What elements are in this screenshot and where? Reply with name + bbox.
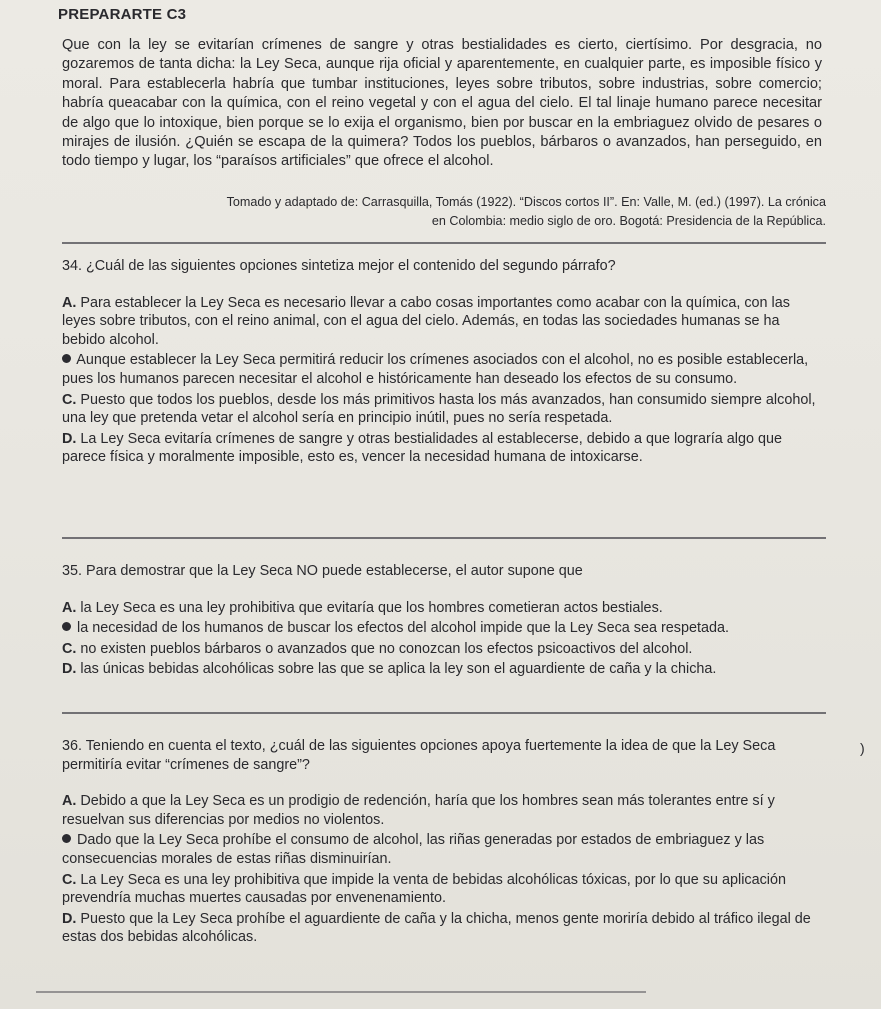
option-a: [62, 294, 826, 350]
question-36: [62, 737, 832, 949]
divider-3: [62, 712, 826, 714]
option-text: Puesto que todos los pueblos, desde los más primitivos hasta los más avanzados, han consumido siempre alcohol, una ley que pretenda vetar el alcohol sería en principio inútil, pues no sería respetada.: [62, 391, 816, 427]
option-d: [62, 430, 826, 467]
option-text: Puesto que la Ley Seca prohíbe el aguardiente de caña y la chicha, menos gente moriría debido al tráfico ilegal de estas dos bebidas alcohólicas.: [62, 910, 811, 946]
option-letter: A.: [62, 793, 77, 810]
option-letter: A.: [62, 294, 77, 311]
question-35: [62, 562, 826, 681]
option-letter: C.: [62, 391, 77, 408]
option-text: Dado que la Ley Seca prohíbe el consumo de alcohol, las riñas generadas por estados de embriaguez y las consecuencias morales de estas riñas disminuirían.: [62, 832, 765, 867]
option-letter: C.: [62, 640, 77, 657]
option-a: [62, 792, 832, 829]
option-c: [62, 871, 832, 908]
option-text: Aunque establecer la Ley Seca permitirá reducir los crímenes asociados con el alcohol, no es posible establecerla, pues los humanos parecen necesitar el alcohol e históricamente han deseado los efectos de su consumo.: [62, 352, 809, 387]
page-header: PREPARARTE C3: [58, 6, 187, 23]
answer-mark-icon: [62, 354, 71, 363]
question-34: [62, 257, 826, 469]
question-stem: 36. Teniendo en cuenta el texto, ¿cuál de las siguientes opciones apoya fuertemente la idea de que la Ley Seca permitiría evitar “crímenes de sangre”?: [62, 738, 776, 773]
edge-mark: ): [860, 740, 865, 756]
option-d: [62, 660, 826, 679]
option-b-marked: [62, 831, 832, 868]
option-letter: D.: [62, 430, 77, 447]
source-citation: [170, 193, 826, 231]
divider-2: [62, 537, 826, 539]
option-d: [62, 910, 832, 947]
option-a: [62, 599, 826, 618]
option-letter: D.: [62, 910, 77, 927]
answer-mark-icon: [62, 834, 71, 843]
option-text: las únicas bebidas alcohólicas sobre las que se aplica la ley son el aguardiente de caña y la chicha.: [80, 661, 717, 678]
option-text: La Ley Seca es una ley prohibitiva que impide la venta de bebidas alcohólicas tóxicas, por lo que su aplicación prevendría muchas muertes causadas por envenenamiento.: [62, 871, 786, 907]
option-letter: C.: [62, 871, 77, 888]
option-letter: D.: [62, 661, 77, 678]
divider-1: [62, 242, 826, 244]
option-text: Debido a que la Ley Seca es un prodigio de redención, haría que los hombres sean más tolerantes entre sí y resuelvan sus diferencias por medios no violentos.: [62, 793, 775, 828]
option-b-marked: [62, 351, 826, 388]
option-b-marked: [62, 619, 826, 638]
option-text: la Ley Seca es una ley prohibitiva que evitaría que los hombres cometieran actos bestiales.: [80, 599, 663, 616]
divider-4: [36, 991, 646, 993]
question-stem: 34. ¿Cuál de las siguientes opciones sintetiza mejor el contenido del segundo párrafo?: [62, 258, 616, 274]
option-letter: A.: [62, 599, 77, 616]
source-line-2: en Colombia: medio siglo de oro. Bogotá: Presidencia de la República.: [431, 214, 826, 228]
option-text: la necesidad de los humanos de buscar los efectos del alcohol impide que la Ley Seca sea respetada.: [77, 620, 729, 637]
option-text: La Ley Seca evitaría crímenes de sangre y otras bestialidades al establecerse, debido a que lograría algo que parece física y moralmente imposible, esto es, vencer la necesidad humana de intoxicarse.: [62, 430, 782, 466]
option-text: Para establecer la Ley Seca es necesario llevar a cabo cosas importantes como acabar con la química, con las leyes sobre tributos, con el reino animal, con el agua del cielo. Además, en todas las sociedades humanas se ha bebido alcohol.: [62, 294, 790, 348]
question-stem: 35. Para demostrar que la Ley Seca NO puede establecerse, el autor supone que: [62, 563, 583, 579]
answer-mark-icon: [62, 622, 71, 631]
option-c: [62, 640, 826, 659]
option-c: [62, 391, 826, 428]
source-line-1: Tomado y adaptado de: Carrasquilla, Tomás (1922). “Discos cortos II”. En: Valle, M. (ed.) (1997). La crónica: [226, 195, 826, 209]
reading-passage: Que con la ley se evitarían crímenes de sangre y otras bestialidades es cierto, ciertísimo. Por desgracia, no gozaremos de tanta dicha: la Ley Seca, aunque rija oficial y aparentemente, en cualquier parte, es imposible físico y moral. Para establecerla habría que tumbar instituciones, leyes sobre tributos, sobre industrias, sobre comercio; habría queacabar con la química, con el reino vegetal y con el agua del cielo. El tal linaje humano parece necesitar de algo que lo intoxique, bien porque se lo exija el organismo, bien por buscar en la embriaguez olvido de pesares o mirajes de ilusión. ¿Quién se escapa de la quimera? Todos los pueblos, bárbaros o avanzados, han perseguido, en todo tiempo y lugar, los “paraísos artificiales” que ofrece el alcohol.: [62, 37, 822, 170]
option-text: no existen pueblos bárbaros o avanzados que no conozcan los efectos psicoactivos del alcohol.: [80, 640, 693, 657]
